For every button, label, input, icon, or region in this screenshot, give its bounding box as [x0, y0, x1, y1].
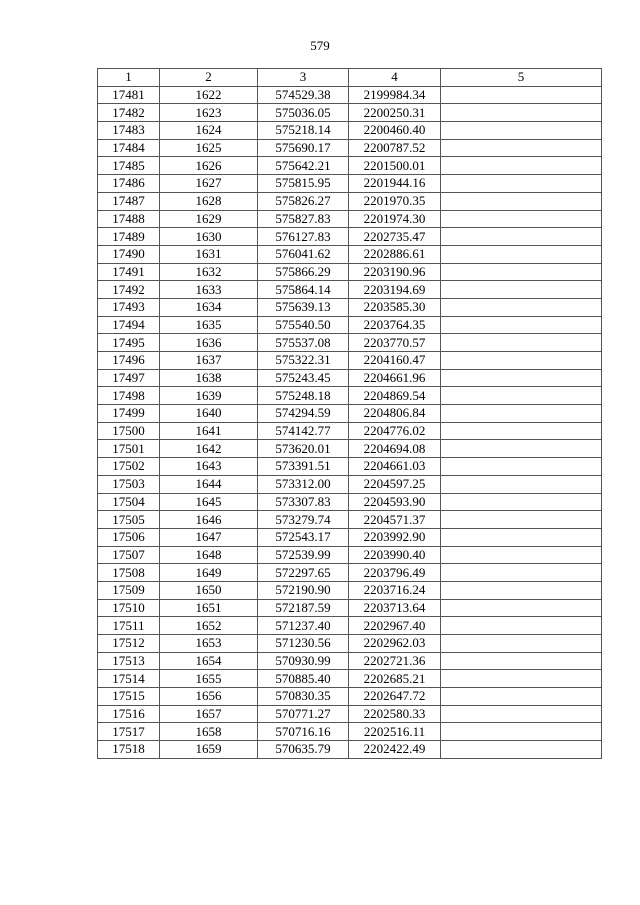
table-cell-col-4: 2204597.25 [349, 475, 441, 493]
table-cell-col-1: 17515 [98, 688, 160, 706]
table-cell-col-3: 570716.16 [258, 723, 349, 741]
table-cell-col-3: 572187.59 [258, 599, 349, 617]
table-cell-col-5 [441, 528, 602, 546]
table-cell-col-5 [441, 369, 602, 387]
table-cell-col-1: 17505 [98, 511, 160, 529]
table-cell-col-5 [441, 228, 602, 246]
table-cell-col-4: 2202967.40 [349, 617, 441, 635]
table-cell-col-2: 1640 [160, 405, 258, 423]
table-cell-col-1: 17485 [98, 157, 160, 175]
table-cell-col-3: 573279.74 [258, 511, 349, 529]
table-cell-col-3: 570830.35 [258, 688, 349, 706]
table-cell-col-2: 1635 [160, 316, 258, 334]
table-body [98, 86, 602, 758]
table-cell-col-1: 17489 [98, 228, 160, 246]
table-cell-col-3: 575827.83 [258, 210, 349, 228]
table-cell-col-3: 572190.90 [258, 581, 349, 599]
table-cell-col-5 [441, 175, 602, 193]
table-row [98, 86, 602, 104]
table-cell-col-3: 575690.17 [258, 139, 349, 157]
table-cell-col-2: 1657 [160, 705, 258, 723]
table-cell-col-2: 1658 [160, 723, 258, 741]
table-cell-col-3: 575248.18 [258, 387, 349, 405]
table-cell-col-1: 17486 [98, 175, 160, 193]
table-row [98, 599, 602, 617]
table-cell-col-3: 576127.83 [258, 228, 349, 246]
table-cell-col-5 [441, 741, 602, 759]
header-cell-5: 5 [441, 69, 602, 87]
table-cell-col-3: 570930.99 [258, 652, 349, 670]
table-cell-col-1: 17510 [98, 599, 160, 617]
table-cell-col-4: 2204694.08 [349, 440, 441, 458]
table-cell-col-2: 1639 [160, 387, 258, 405]
table-row [98, 316, 602, 334]
table-cell-col-1: 17491 [98, 263, 160, 281]
table-cell-col-5 [441, 298, 602, 316]
table-row [98, 688, 602, 706]
table-cell-col-1: 17499 [98, 405, 160, 423]
table-cell-col-5 [441, 352, 602, 370]
table-cell-col-3: 575815.95 [258, 175, 349, 193]
table-cell-col-4: 2203796.49 [349, 564, 441, 582]
table-cell-col-1: 17508 [98, 564, 160, 582]
table-cell-col-1: 17512 [98, 635, 160, 653]
table-cell-col-5 [441, 493, 602, 511]
table-row [98, 440, 602, 458]
table-row [98, 528, 602, 546]
table-cell-col-2: 1650 [160, 581, 258, 599]
table-cell-col-2: 1633 [160, 281, 258, 299]
table-cell-col-3: 570771.27 [258, 705, 349, 723]
table-cell-col-2: 1655 [160, 670, 258, 688]
table-cell-col-3: 575537.08 [258, 334, 349, 352]
table-cell-col-2: 1630 [160, 228, 258, 246]
table-cell-col-5 [441, 157, 602, 175]
table-cell-col-1: 17501 [98, 440, 160, 458]
table-cell-col-5 [441, 688, 602, 706]
table-cell-col-4: 2204593.90 [349, 493, 441, 511]
table-row [98, 564, 602, 582]
table-cell-col-4: 2203713.64 [349, 599, 441, 617]
table-cell-col-2: 1645 [160, 493, 258, 511]
table-cell-col-4: 2203770.57 [349, 334, 441, 352]
table-cell-col-5 [441, 440, 602, 458]
table-row [98, 210, 602, 228]
table-cell-col-2: 1638 [160, 369, 258, 387]
table-cell-col-2: 1627 [160, 175, 258, 193]
table-row [98, 175, 602, 193]
table-cell-col-5 [441, 405, 602, 423]
header-row [98, 69, 602, 87]
table-cell-col-3: 572543.17 [258, 528, 349, 546]
table-cell-col-2: 1622 [160, 86, 258, 104]
table-cell-col-4: 2201974.30 [349, 210, 441, 228]
table-cell-col-1: 17497 [98, 369, 160, 387]
table-cell-col-2: 1624 [160, 122, 258, 140]
table-cell-col-3: 572539.99 [258, 546, 349, 564]
table-cell-col-2: 1636 [160, 334, 258, 352]
table-cell-col-4: 2204571.37 [349, 511, 441, 529]
table-cell-col-1: 17502 [98, 458, 160, 476]
table-cell-col-4: 2202721.36 [349, 652, 441, 670]
table-cell-col-1: 17500 [98, 422, 160, 440]
table-cell-col-1: 17482 [98, 104, 160, 122]
table-cell-col-4: 2200250.31 [349, 104, 441, 122]
table-cell-col-5 [441, 139, 602, 157]
table-cell-col-4: 2199984.34 [349, 86, 441, 104]
table-cell-col-2: 1632 [160, 263, 258, 281]
table-cell-col-1: 17492 [98, 281, 160, 299]
table-cell-col-4: 2203585.30 [349, 298, 441, 316]
table-cell-col-1: 17507 [98, 546, 160, 564]
table-cell-col-5 [441, 475, 602, 493]
table-row [98, 475, 602, 493]
table-cell-col-3: 575639.13 [258, 298, 349, 316]
table-cell-col-4: 2203990.40 [349, 546, 441, 564]
table-cell-col-3: 573307.83 [258, 493, 349, 511]
table-cell-col-5 [441, 564, 602, 582]
table-cell-col-2: 1659 [160, 741, 258, 759]
table-cell-col-1: 17495 [98, 334, 160, 352]
table-cell-col-5 [441, 705, 602, 723]
table-cell-col-4: 2204160.47 [349, 352, 441, 370]
table-cell-col-3: 575243.45 [258, 369, 349, 387]
table-row [98, 405, 602, 423]
table-cell-col-5 [441, 511, 602, 529]
table-cell-col-4: 2204806.84 [349, 405, 441, 423]
table-row [98, 281, 602, 299]
table-cell-col-5 [441, 122, 602, 140]
table-cell-col-5 [441, 652, 602, 670]
header-cell-4: 4 [349, 69, 441, 87]
table-row [98, 581, 602, 599]
table-row [98, 104, 602, 122]
table-cell-col-4: 2202422.49 [349, 741, 441, 759]
table-row [98, 511, 602, 529]
table-cell-col-1: 17514 [98, 670, 160, 688]
table-cell-col-1: 17490 [98, 245, 160, 263]
table-cell-col-1: 17517 [98, 723, 160, 741]
table-cell-col-4: 2204776.02 [349, 422, 441, 440]
table-cell-col-3: 570885.40 [258, 670, 349, 688]
table-cell-col-4: 2204661.03 [349, 458, 441, 476]
table-cell-col-3: 576041.62 [258, 245, 349, 263]
table-cell-col-5 [441, 334, 602, 352]
table-row [98, 705, 602, 723]
table-cell-col-2: 1653 [160, 635, 258, 653]
table-cell-col-3: 571230.56 [258, 635, 349, 653]
table-cell-col-4: 2200787.52 [349, 139, 441, 157]
table-cell-col-4: 2204661.96 [349, 369, 441, 387]
table-cell-col-1: 17511 [98, 617, 160, 635]
table-cell-col-4: 2200460.40 [349, 122, 441, 140]
table-cell-col-1: 17518 [98, 741, 160, 759]
table-cell-col-5 [441, 670, 602, 688]
table-cell-col-2: 1625 [160, 139, 258, 157]
table-cell-col-2: 1634 [160, 298, 258, 316]
table-cell-col-4: 2202580.33 [349, 705, 441, 723]
table-cell-col-4: 2201500.01 [349, 157, 441, 175]
table-cell-col-4: 2203716.24 [349, 581, 441, 599]
table-cell-col-1: 17509 [98, 581, 160, 599]
table-cell-col-2: 1629 [160, 210, 258, 228]
table-cell-col-4: 2202962.03 [349, 635, 441, 653]
table-row [98, 122, 602, 140]
table-cell-col-5 [441, 387, 602, 405]
table-cell-col-2: 1652 [160, 617, 258, 635]
table-row [98, 493, 602, 511]
table-cell-col-4: 2203190.96 [349, 263, 441, 281]
table-cell-col-5 [441, 86, 602, 104]
coordinates-table [97, 68, 602, 759]
header-cell-2: 2 [160, 69, 258, 87]
table-cell-col-2: 1649 [160, 564, 258, 582]
table-cell-col-5 [441, 581, 602, 599]
table-cell-col-4: 2202685.21 [349, 670, 441, 688]
table-cell-col-2: 1642 [160, 440, 258, 458]
table-cell-col-4: 2201944.16 [349, 175, 441, 193]
table-cell-col-4: 2202886.61 [349, 245, 441, 263]
page-number: 579 [310, 38, 330, 53]
table-cell-col-1: 17498 [98, 387, 160, 405]
table-row [98, 422, 602, 440]
table-row [98, 546, 602, 564]
table-cell-col-4: 2203764.35 [349, 316, 441, 334]
table-cell-col-3: 573620.01 [258, 440, 349, 458]
table-cell-col-3: 573312.00 [258, 475, 349, 493]
table-cell-col-2: 1631 [160, 245, 258, 263]
table-cell-col-2: 1644 [160, 475, 258, 493]
table-cell-col-3: 575322.31 [258, 352, 349, 370]
table-cell-col-4: 2202735.47 [349, 228, 441, 246]
table-cell-col-4: 2204869.54 [349, 387, 441, 405]
table-cell-col-1: 17493 [98, 298, 160, 316]
table-cell-col-1: 17496 [98, 352, 160, 370]
table-row [98, 157, 602, 175]
table-cell-col-3: 574142.77 [258, 422, 349, 440]
table-cell-col-3: 575036.05 [258, 104, 349, 122]
table-cell-col-4: 2203992.90 [349, 528, 441, 546]
table-cell-col-3: 575864.14 [258, 281, 349, 299]
table-cell-col-4: 2202647.72 [349, 688, 441, 706]
table-cell-col-5 [441, 599, 602, 617]
table-cell-col-1: 17506 [98, 528, 160, 546]
table-row [98, 617, 602, 635]
table-cell-col-1: 17516 [98, 705, 160, 723]
table-row [98, 670, 602, 688]
header-cell-1: 1 [98, 69, 160, 87]
table-cell-col-1: 17487 [98, 192, 160, 210]
table-row [98, 652, 602, 670]
table-cell-col-1: 17503 [98, 475, 160, 493]
table-cell-col-2: 1651 [160, 599, 258, 617]
table-cell-col-2: 1654 [160, 652, 258, 670]
table-cell-col-1: 17481 [98, 86, 160, 104]
table-row [98, 741, 602, 759]
table-cell-col-5 [441, 723, 602, 741]
table-cell-col-2: 1656 [160, 688, 258, 706]
table-cell-col-3: 575218.14 [258, 122, 349, 140]
table-row [98, 635, 602, 653]
table-row [98, 263, 602, 281]
table-cell-col-3: 570635.79 [258, 741, 349, 759]
table-cell-col-5 [441, 617, 602, 635]
table-cell-col-5 [441, 104, 602, 122]
table-cell-col-4: 2202516.11 [349, 723, 441, 741]
table-cell-col-1: 17513 [98, 652, 160, 670]
table-cell-col-3: 572297.65 [258, 564, 349, 582]
table-cell-col-1: 17504 [98, 493, 160, 511]
table-cell-col-3: 575826.27 [258, 192, 349, 210]
table-row [98, 298, 602, 316]
table-cell-col-2: 1643 [160, 458, 258, 476]
table-cell-col-5 [441, 316, 602, 334]
table-cell-col-5 [441, 281, 602, 299]
table-cell-col-2: 1626 [160, 157, 258, 175]
table-row [98, 352, 602, 370]
table-cell-col-3: 575866.29 [258, 263, 349, 281]
table-cell-col-5 [441, 263, 602, 281]
table-cell-col-4: 2203194.69 [349, 281, 441, 299]
table-cell-col-2: 1646 [160, 511, 258, 529]
table-cell-col-3: 574294.59 [258, 405, 349, 423]
table-cell-col-3: 575540.50 [258, 316, 349, 334]
table-row [98, 369, 602, 387]
table-cell-col-5 [441, 210, 602, 228]
table-cell-col-3: 574529.38 [258, 86, 349, 104]
table-cell-col-1: 17484 [98, 139, 160, 157]
table-cell-col-5 [441, 422, 602, 440]
table-cell-col-5 [441, 546, 602, 564]
table-row [98, 192, 602, 210]
table-cell-col-2: 1648 [160, 546, 258, 564]
table-cell-col-1: 17483 [98, 122, 160, 140]
table-row [98, 458, 602, 476]
table-cell-col-3: 571237.40 [258, 617, 349, 635]
table-cell-col-2: 1628 [160, 192, 258, 210]
table-cell-col-5 [441, 635, 602, 653]
table-cell-col-2: 1641 [160, 422, 258, 440]
table-cell-col-2: 1647 [160, 528, 258, 546]
table-row [98, 139, 602, 157]
table-cell-col-3: 575642.21 [258, 157, 349, 175]
table-cell-col-2: 1623 [160, 104, 258, 122]
table-row [98, 334, 602, 352]
table-cell-col-3: 573391.51 [258, 458, 349, 476]
table-cell-col-5 [441, 192, 602, 210]
table-cell-col-5 [441, 458, 602, 476]
table-cell-col-1: 17488 [98, 210, 160, 228]
table-row [98, 723, 602, 741]
table-header [98, 69, 602, 87]
table-cell-col-5 [441, 245, 602, 263]
table-cell-col-4: 2201970.35 [349, 192, 441, 210]
table-cell-col-1: 17494 [98, 316, 160, 334]
table-cell-col-2: 1637 [160, 352, 258, 370]
table-row [98, 387, 602, 405]
table-row [98, 245, 602, 263]
table-row [98, 228, 602, 246]
header-cell-3: 3 [258, 69, 349, 87]
